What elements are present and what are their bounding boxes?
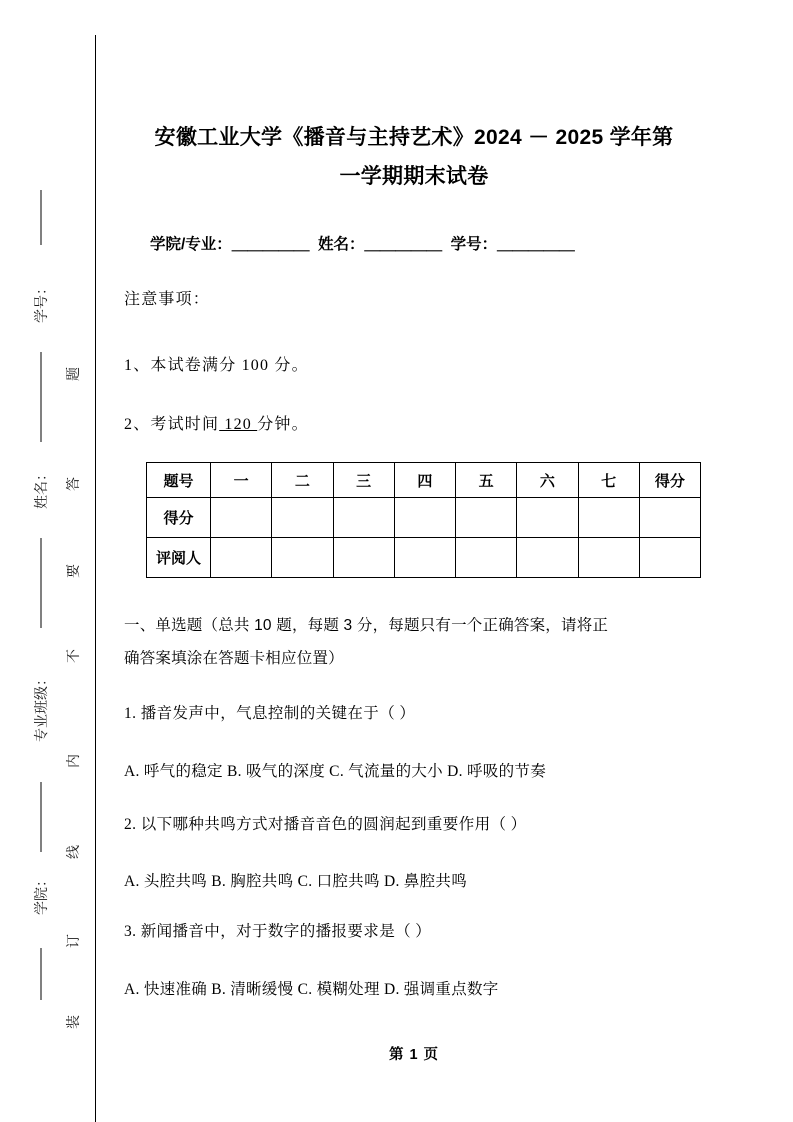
table-header-cell-qno: 题号 [147,463,211,498]
seal-blank-line-1 [41,190,42,245]
score-cell-1[interactable] [211,498,272,538]
duration-prefix: 2、考试时间 [124,416,220,433]
seal-phrase-char-ding: 订 [67,934,82,948]
page-title [120,118,708,196]
seal-blank-line-8 [41,948,42,1000]
sealing-margin-phrase-column [58,0,88,1122]
seal-blank-line-5 [41,576,42,628]
sealing-margin-labels-column [26,0,56,1122]
seal-blank-line-7 [41,800,42,852]
seal-label-college: 学院： [35,873,50,915]
student-info-row [150,232,720,254]
score-cell-total[interactable] [639,498,700,538]
table-header-cell-1: 一 [211,463,272,498]
notes-item-total-score: 1、本试卷满分 100 分。 [124,357,309,374]
table-row [147,498,701,538]
section-heading-line-1: 一、单选题（总共 10 题，每题 3 分，每题只有一个正确答案，请将正 [124,617,609,634]
student-id-label: 学号： [450,236,498,253]
grader-cell-4[interactable] [394,538,455,578]
table-row-label-grader: 评阅人 [147,538,211,578]
notes-heading: 注意事项： [124,291,211,308]
question-2-stem: 2. 以下哪种共鸣方式对播音音色的圆润起到重要作用（ ） [124,816,527,833]
grader-cell-total[interactable] [639,538,700,578]
page-title-line-1: 安徽工业大学《播音与主持艺术》2024 － 2025 学年第 [154,126,674,149]
table-header-cell-7: 七 [578,463,639,498]
page-title-line-2: 一学期期末试卷 [339,165,489,188]
grader-cell-2[interactable] [272,538,333,578]
table-row-label-score: 得分 [147,498,211,538]
score-cell-6[interactable] [517,498,578,538]
sealing-margin [0,0,96,1122]
table-header-cell-5: 五 [456,463,517,498]
table-header-cell-2: 二 [272,463,333,498]
grader-cell-5[interactable] [456,538,517,578]
seal-phrase-char-da: 答 [67,477,82,491]
table-header-cell-3: 三 [333,463,394,498]
question-3-options[interactable]: A. 快速准确 B. 清晰缓慢 C. 模糊处理 D. 强调重点数字 [124,981,499,998]
seal-phrase-char-nei: 内 [67,754,82,768]
margin-border-line [95,35,96,1122]
question-2-options[interactable]: A. 头腔共鸣 B. 胸腔共鸣 C. 口腔共鸣 D. 鼻腔共鸣 [124,873,467,890]
student-id-blank[interactable]: ＿＿＿＿＿ [497,236,575,253]
seal-phrase-char-xian: 线 [67,845,82,859]
seal-phrase-char-yao: 要 [67,564,82,578]
seal-phrase-char-bu: 不 [67,649,82,663]
score-cell-2[interactable] [272,498,333,538]
exam-paper-content [120,0,720,1122]
score-cell-7[interactable] [578,498,639,538]
seal-phrase-char-zhuang: 装 [67,1015,82,1029]
duration-value: 120 [219,416,258,433]
grader-cell-7[interactable] [578,538,639,578]
table-header-cell-6: 六 [517,463,578,498]
grader-cell-6[interactable] [517,538,578,578]
question-3-stem: 3. 新闻播音中，对于数字的播报要求是（ ） [124,923,432,940]
duration-suffix: 分钟。 [257,416,309,433]
notes-item-duration [124,411,309,434]
seal-blank-line-3 [41,390,42,442]
question-1-options[interactable]: A. 呼气的稳定 B. 吸气的深度 C. 气流量的大小 D. 呼吸的节奏 [124,763,546,780]
college-major-label: 学院/专业： [150,236,232,253]
question-1-stem: 1. 播音发声中，气息控制的关键在于（ ） [124,705,416,722]
section-heading-line-2: 确答案填涂在答题卡相应位置） [124,650,344,667]
college-major-blank[interactable]: ＿＿＿＿＿ [231,236,310,253]
table-header-cell-4: 四 [394,463,455,498]
table-header-row [147,463,701,498]
table-header-cell-total: 得分 [639,463,700,498]
seal-label-name: 姓名： [35,467,50,509]
seal-label-student-id: 学号： [35,281,50,323]
page-number-footer: 第 1 页 [388,1047,440,1063]
score-cell-4[interactable] [394,498,455,538]
seal-phrase-char-ti: 题 [67,367,82,381]
name-label: 姓名： [317,236,365,253]
grader-cell-1[interactable] [211,538,272,578]
grader-cell-3[interactable] [333,538,394,578]
seal-label-class: 专业班级： [35,672,50,742]
score-cell-5[interactable] [456,498,517,538]
score-cell-3[interactable] [333,498,394,538]
table-row [147,538,701,578]
section-heading-multiple-choice [124,609,716,675]
name-blank[interactable]: ＿＿＿＿＿ [364,236,442,253]
score-table [146,462,701,578]
